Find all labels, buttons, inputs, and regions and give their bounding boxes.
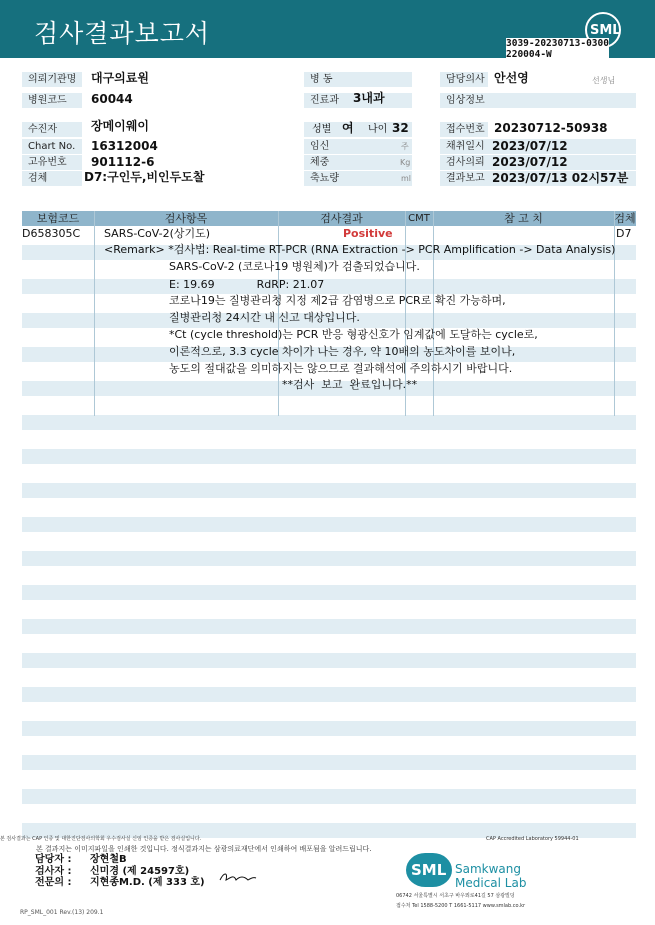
table-band — [22, 415, 636, 430]
unique-no-value: 901112-6 — [91, 155, 155, 169]
table-band — [22, 789, 636, 804]
table-band — [22, 687, 636, 702]
remark-line: 이론적으로, 3.3 cycle 차이가 나는 경우, 약 10배의 농도차이를 보이나, — [169, 345, 516, 358]
notice-text: 본 결과지는 이미지파일을 인쇄한 것입니다. 정식결과지는 삼광의료재단에서 인쇄하여 배포됨을 알려드립니다. — [36, 845, 372, 853]
unique-no-label: 고유번호 — [22, 155, 82, 170]
row-specimen: D7 — [616, 227, 632, 240]
form-code: RP_SML_001 Rev.(13) 209.1 — [20, 909, 104, 916]
col-header-specimen: 검체 — [614, 212, 636, 225]
fine-print: 본 검사결과는 CAP 인증 및 대한진단검사의학회 우수검사실 신임 인증을 받은 검사실입니다. — [0, 836, 202, 842]
department-label-text: 진료과 — [310, 95, 339, 106]
company-name-line2: Medical Lab — [455, 876, 527, 890]
col-header-cmt: CMT — [408, 213, 430, 224]
weight-unit: Kg — [400, 158, 411, 167]
collected-value: 2023/07/12 — [492, 139, 568, 153]
remark-line: 농도의 절대값을 의미하지는 않으므로 결과해석에 주의하시기 바랍니다. — [169, 362, 513, 375]
signature-mark — [218, 868, 258, 886]
remark-line: 질병관리청 24시간 내 신고 대상입니다. — [169, 311, 360, 324]
urine-label: 축뇨량 — [304, 171, 412, 186]
doctor-label: 담당의사 — [440, 72, 488, 87]
institution-value: 대구의료원 — [91, 71, 149, 85]
weight-label: 체중 — [304, 155, 412, 170]
table-band — [22, 619, 636, 634]
test-result: Positive — [343, 227, 393, 240]
pregnancy-label: 임신 — [304, 139, 412, 154]
sex-value: 여 — [342, 121, 354, 135]
table-band — [22, 585, 636, 600]
cap-text: CAP Accredited Laboratory 59944-01 — [486, 836, 579, 842]
insurance-code: D658305C — [22, 227, 81, 240]
department-value: 3내과 — [353, 91, 385, 105]
table-band — [22, 721, 636, 736]
specimen-value: D7:구인두,비인두도찰 — [84, 170, 205, 184]
document-number — [506, 38, 609, 60]
age-label: 나이 — [368, 124, 388, 135]
institution-label: 의뢰기관명 — [22, 72, 82, 87]
sex-label: 성별 — [312, 124, 332, 135]
chart-no-label: Chart No. — [22, 139, 82, 154]
patient-name-label: 수진자 — [22, 122, 82, 137]
remark-line: E: 19.69 RdRP: 21.07 — [169, 278, 325, 291]
reporter-value: 장현철B — [90, 854, 127, 865]
hospital-code-label: 병원코드 — [22, 93, 82, 108]
age-value: 32 — [392, 121, 409, 135]
remark-line: SARS-CoV-2 (코로나19 병원체)가 검출되었습니다. — [169, 260, 420, 273]
col-header-reference: 참 고 치 — [504, 212, 543, 225]
company-contact: 접수처 Tel 1588-5200 T 1661-5117 www.smlab.co.kr — [396, 903, 526, 909]
table-band — [22, 517, 636, 532]
receipt-value: 20230712-50938 — [494, 121, 608, 135]
test-item: SARS-CoV-2(상기도) — [104, 227, 211, 240]
doc-no-line2: 220004-W — [506, 49, 552, 60]
tester-value: 신미경 (제 24597호) — [90, 866, 190, 877]
clinical-info-label: 임상정보 — [440, 93, 636, 108]
sml-footer-logo — [406, 853, 452, 887]
specimen-label: 검체 — [22, 171, 82, 186]
specialist-value: 지현종M.D. (제 333 호) — [90, 877, 205, 888]
column-divider — [433, 211, 434, 416]
logo-text: SML — [590, 23, 621, 38]
requested-value: 2023/07/12 — [492, 155, 568, 169]
column-divider — [614, 211, 615, 416]
table-band — [22, 449, 636, 464]
report-title: 검사결과보고서 — [34, 19, 211, 48]
table-band — [22, 755, 636, 770]
col-header-result: 검사결과 — [320, 212, 363, 225]
tester-label: 검사자 : — [35, 866, 72, 877]
doctor-suffix: 선생님 — [592, 76, 616, 85]
footer-logo-text: SML — [411, 861, 447, 879]
specialist-label: 전문의 : — [35, 877, 72, 888]
table-band — [22, 483, 636, 498]
urine-unit: ml — [401, 174, 412, 183]
remark-line: *Ct (cycle threshold)는 PCR 반응 형광신호가 임계값에 도달하는 cycle로, — [169, 328, 538, 341]
chart-no-value: 16312004 — [91, 139, 158, 153]
remark-line: <Remark> *검사법: Real-time RT-PCR (RNA Extraction -> PCR Amplification -> Data Analysis) — [104, 243, 616, 256]
doctor-value: 안선영 — [494, 71, 529, 85]
requested-label-text: 검사의뢰 — [446, 157, 485, 168]
pregnancy-unit: 주 — [401, 142, 409, 151]
column-divider — [94, 211, 95, 416]
table-band — [22, 653, 636, 668]
reported-value: 2023/07/13 02시57분 — [492, 171, 629, 185]
table-band — [22, 279, 636, 294]
ward-label: 병 동 — [304, 72, 412, 87]
col-header-item: 검사항목 — [164, 212, 208, 225]
collected-label-text: 채취일시 — [446, 141, 485, 152]
remark-line: **검사 보고 완료입니다.** — [282, 378, 418, 391]
reported-label-text: 결과보고 — [446, 173, 485, 184]
hospital-code-value: 60044 — [91, 92, 133, 106]
reporter-label: 담당자 : — [35, 854, 72, 865]
company-name-line1: Samkwang — [455, 862, 521, 876]
doc-no-line1: 3039-20230713-0300 — [506, 38, 609, 49]
receipt-label: 접수번호 — [440, 122, 488, 137]
remark-line: 코로나19는 질병관리청 지정 제2급 감염병으로 PCR로 확진 가능하며, — [169, 294, 506, 307]
col-header-code: 보험코드 — [36, 212, 80, 225]
company-address: 06742 서울특별시 서초구 바우뫼로41길 57 삼광빌딩 — [396, 893, 515, 899]
table-band — [22, 551, 636, 566]
patient-name-value: 장메이웨이 — [91, 119, 149, 133]
